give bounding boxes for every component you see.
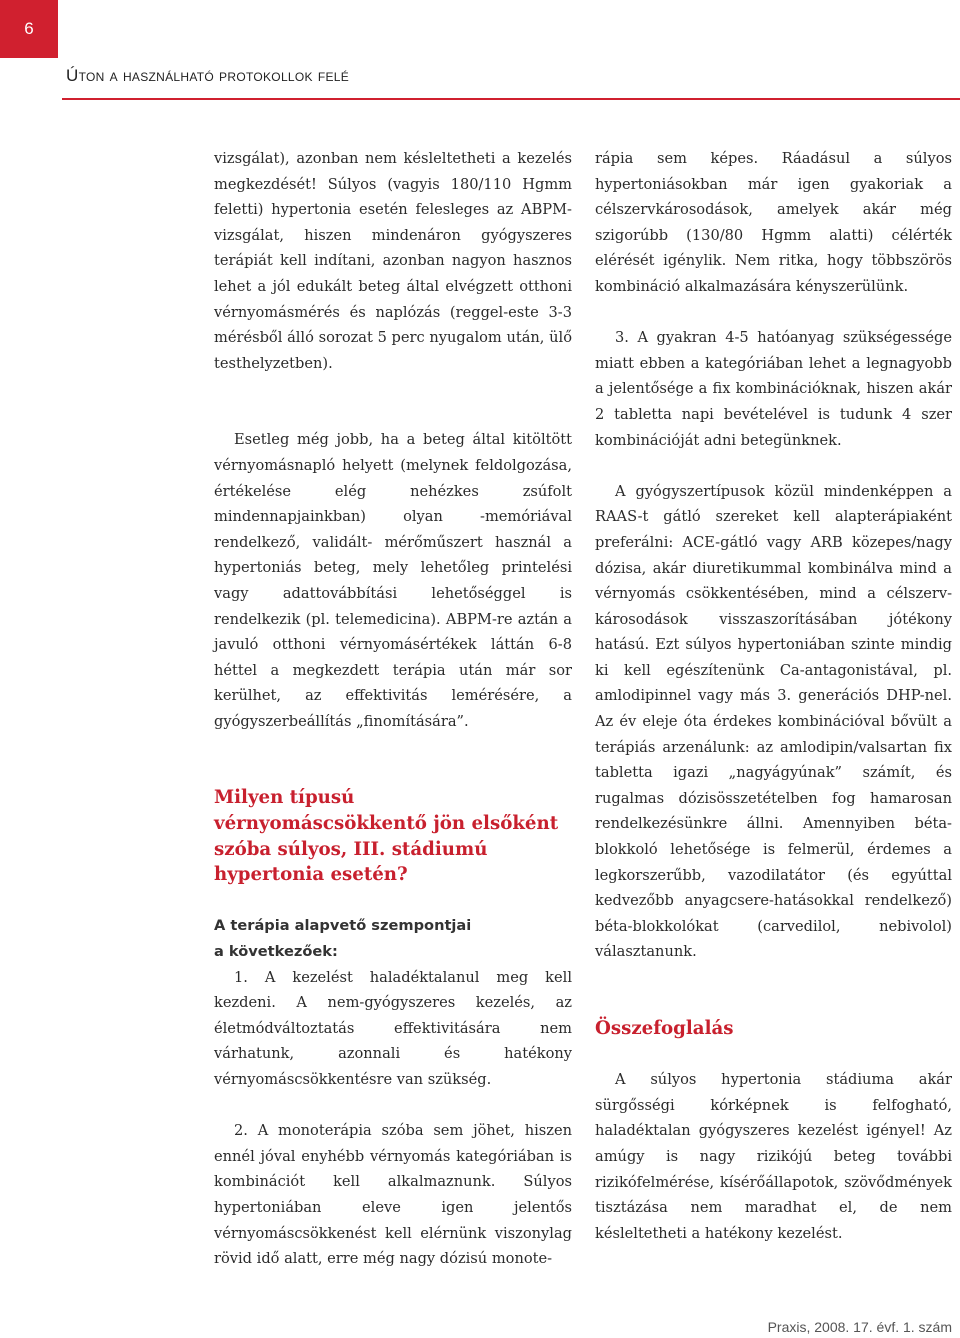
subheading (214, 913, 572, 964)
section-heading: Milyen típusú vérnyomáscsökkentő jön elsőként szóba súlyos, III. stádiumú hypertonia esetén? (214, 787, 559, 886)
left-paragraph-1: vizsgálat), azonban nem késleltetheti a kezelés megkezdését! Súlyos (vagyis 180/110 Hgmm feletti) hypertonia esetén felesleges az ABPM-vizsgálat, hiszen mindenáron gyógyszeres terápiát kell indítani, azonban nagyon hasznos lehet a jól edukált beteg által elvégzett otthoni vérnyomásmérés és naplózás (reggel-este 3-3 mérésből álló sorozat 5 perc nyugalom után, ülő testhelyzetben). (214, 150, 572, 372)
summary-heading: Összefoglalás (595, 1018, 734, 1039)
page-number-box (0, 0, 58, 58)
right-column (595, 146, 952, 1246)
page-number: 6 (24, 19, 34, 38)
running-head-title: ton a használható protokollok felé (78, 66, 350, 85)
right-paragraph-2: 3. A gyakran 4-5 hatóanyag szükségessége miatt ebben a kategóriában lehet a legnagyobb a jelentősége a fix kombinációknak, hiszen akár 2 tabletta napi bevételével is tudunk 4 szer kombinációját adni betegünknek. (595, 329, 952, 449)
left-paragraph-4: 2. A monoterápia szóba sem jöhet, hiszen ennél jóval enyhébb vérnyomás kategóriában is kombinációt kell alkalmaznunk. Súlyos hypertoniában eleve igen jelentős vérnyomáscsökkenést kell elérnünk viszonylag rövid idő alatt, erre még nagy dózisú monote- (214, 1122, 572, 1268)
right-paragraph-1: rápia sem képes. Ráadásul a súlyos hypertoniásokban már igen gyakoriak a célszervkárosodások, amelyek akár még szigorúbb (130/80 Hgmm alatti) célérték elérését igénylik. Nem ritka, hogy többszörös kombináció alkalmazására kényszerülünk. (595, 150, 952, 295)
right-paragraph-4: A súlyos hypertonia stádiuma akár sürgősségi kórképnek is felfogható, haladéktalan gyógyszeres kezelést igényel! Az amúgy is nagy rizikójú beteg további rizikófelmérése, kísérőállapotok, szövődmények tisztázása nem maradhat el, de nem késleltetheti a hatékony kezelést. (595, 1071, 952, 1242)
footer-citation: Praxis, 2008. 17. évf. 1. szám (767, 1319, 952, 1335)
left-column (214, 146, 572, 1272)
subheading-line-1: A terápia alapvető szempontjai (214, 917, 472, 935)
header-rule (62, 98, 960, 100)
running-head (66, 66, 349, 86)
left-paragraph-2: Esetleg még jobb, ha a beteg által kitöltött vérnyomásnapló helyett (melynek feldolgozása, értékelése elég nehézkes zsúfolt mindennapjainkban) olyan -memóriával rendelkező, validált- mérőműszert használ a hypertoniás beteg, mely lehetőleg printelési vagy adattovábbítási lehetőséggel is rendelkezik (pl. telemedicina). ABPM-re aztán a javuló otthoni vérnyomásértékek láttán 6-8 héttel a megkezdett terápia után már sor kerülhet, az effektivitás lemérésére, a gyógyszerbeállítás „finomítására”. (214, 431, 572, 730)
right-paragraph-3: A gyógyszertípusok közül mindenképpen a RAAS-t gátló szereket kell alapterápiaként preferálni: ACE-gátló vagy ARB közepes/nagy dózisa, akár diuretikummal kombinálva mind a vérnyomás csökkentésében, mind a célszerv-károsodások visszaszorításában jótékony hatású. Ezt súlyos hypertoniában szinte mindig ki kell egészítenünk Ca-antagonistával, pl. amlodipinnel vagy más 3. generációs DHP-nel. Az év eleje óta érdekes kombinációval bővült a terápiás arzenálunk: az amlodipin/valsartan fix tabletta igazi „nagyágyúnak” számít, és rugalmas dózisösszetételben fog hamarosan rendelkezésünkre állni. Amennyiben béta-blokkoló lehetősége is felmerül, érdemes a legkorszerűbb, vazodilatátor (és egyúttal kedvezőbb anyagcsere-hatásokkal rendelkező) béta-blokkolókat (carvedilol, nebivolol) választanunk. (595, 482, 952, 961)
subheading-line-2: a következőek: (214, 943, 338, 961)
running-head-initial: Ú (66, 66, 79, 85)
left-paragraph-3: 1. A kezelést haladéktalanul meg kell kezdeni. A nem-gyógyszeres kezelés, az életmódváltoztatás effektivitására nem várhatunk, azonnali és hatékony vérnyomáscsökkentésre van szükség. (214, 968, 572, 1088)
